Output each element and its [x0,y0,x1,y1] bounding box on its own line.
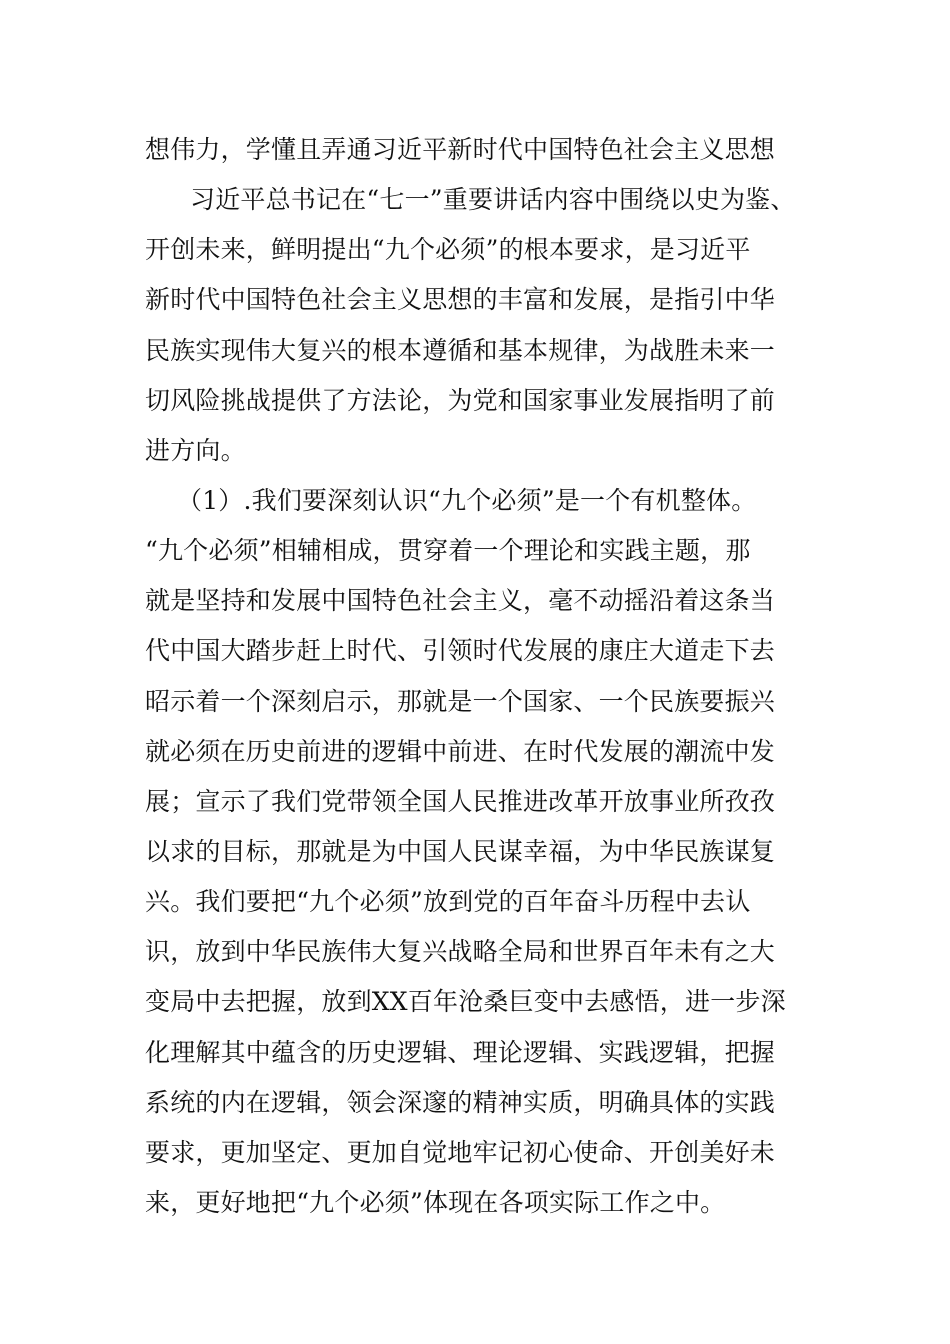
text-line: 切风险挑战提供了方法论，为党和国家事业发展指明了前 [145,386,776,415]
text-line: 就必须在历史前进的逻辑中前进、在时代发展的潮流中发 [145,737,776,766]
text-line: 以求的目标，那就是为中国人民谋幸福，为中华民族谋复 [145,837,776,866]
text-line: 化理解其中蕴含的历史逻辑、理论逻辑、实践逻辑，把握 [145,1038,776,1067]
text-line: 开创未来，鲜明提出“九个必须”的根本要求，是习近平 [145,235,751,264]
text-line: 识，放到中华民族伟大复兴战略全局和世界百年未有之大 [145,937,776,966]
paragraph-start-line: 习近平总书记在“七一”重要讲话内容中围绕以史为鉴、 [190,185,796,214]
text-line: “九个必须”相辅相成，贯穿着一个理论和实践主题，那 [145,536,751,565]
paragraph-start-line: （1）.我们要深刻认识“九个必须”是一个有机整体。 [177,486,757,515]
text-line: 系统的内在逻辑，领会深邃的精神实质，明确具体的实践 [145,1088,776,1117]
text-line: 变局中去把握，放到XX百年沧桑巨变中去感悟，进一步深 [145,987,786,1016]
text-line: 想伟力，学懂且弄通习近平新时代中国特色社会主义思想 [145,135,776,164]
text-line: 要求，更加坚定、更加自觉地牢记初心使命、开创美好未 [145,1138,776,1167]
text-line: 进方向。 [145,436,246,465]
text-line: 兴。我们要把“九个必须”放到党的百年奋斗历程中去认 [145,887,751,916]
text-line: 昭示着一个深刻启示，那就是一个国家、一个民族要振兴 [145,687,776,716]
text-line: 来，更好地把“九个必须”体现在各项实际工作之中。 [145,1188,726,1217]
text-line: 展；宣示了我们党带领全国人民推进改革开放事业所孜孜 [145,787,776,816]
text-line: 民族实现伟大复兴的根本遵循和基本规律，为战胜未来一 [145,336,776,365]
text-line: 就是坚持和发展中国特色社会主义，毫不动摇沿着这条当 [145,586,776,615]
text-line: 代中国大踏步赶上时代、引领时代发展的康庄大道走下去 [145,636,776,665]
text-line: 新时代中国特色社会主义思想的丰富和发展，是指引中华 [145,285,776,314]
